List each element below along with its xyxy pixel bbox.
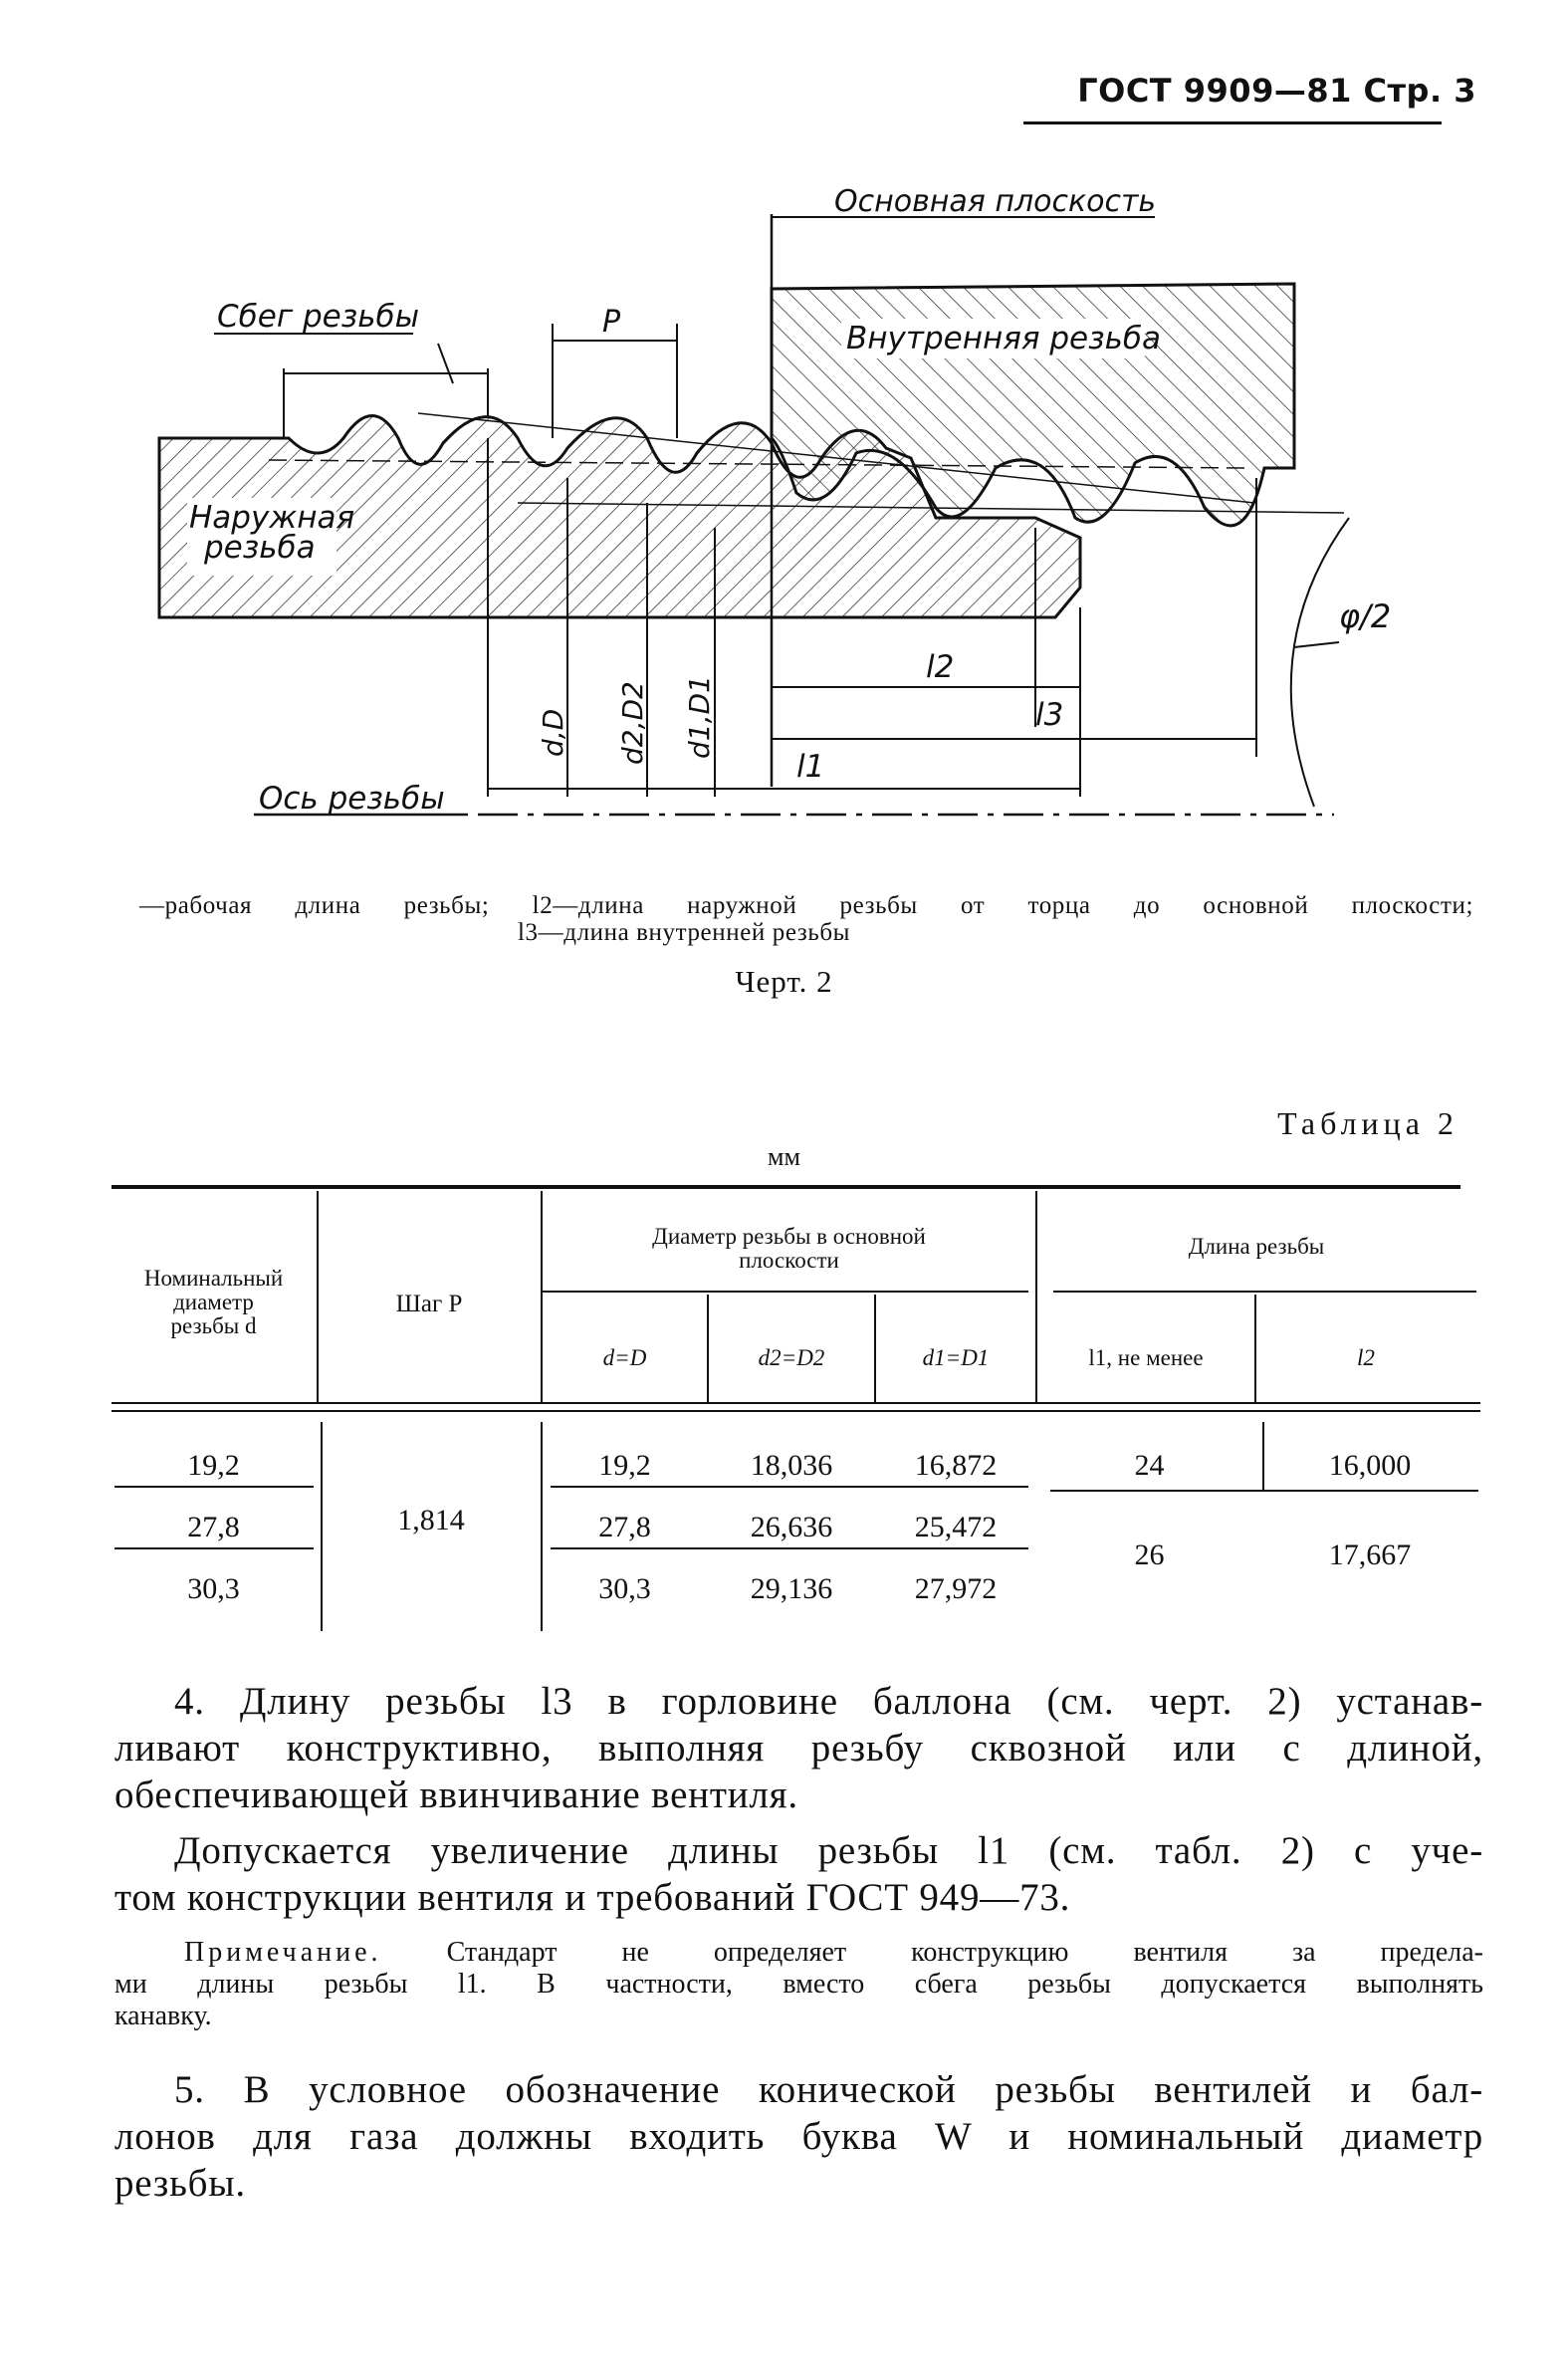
- table-row-rule: [551, 1486, 1028, 1488]
- label-thread-axis: Ось резьбы: [259, 781, 445, 817]
- th-l1: l1, не менее: [1088, 1345, 1204, 1370]
- label-base-plane: Основная плоскость: [834, 184, 1157, 219]
- figure-label: Черт. 2: [735, 964, 833, 999]
- table-row-rule: [1050, 1490, 1478, 1492]
- cell-pitch: 1,814: [397, 1504, 465, 1536]
- th-l2: l2: [1357, 1345, 1375, 1370]
- paragraph-allowance: Допускается увеличение длины резьбы l1 (см. табл. 2) с уче- том конструкции вентиля и требований ГОСТ 949—73.: [114, 1829, 1483, 1919]
- paragraph-5: 5. В условное обозначение конической резьбы вентилей и бал- лонов для газа должны входить буква W и номинальный диаметр резьбы.: [114, 2068, 1483, 2205]
- table-top-rule: [112, 1185, 1460, 1189]
- table-vrule: [1035, 1191, 1037, 1402]
- cell-d2: 18,036: [750, 1449, 833, 1482]
- cell-d2: 29,136: [750, 1572, 833, 1605]
- th-d-D: d=D: [602, 1345, 647, 1370]
- table-row-rule: [551, 1547, 1028, 1549]
- thread-drawing: [0, 0, 1568, 876]
- label-runout: Сбег резьбы: [217, 299, 420, 335]
- th-len-group: Длина резьбы: [1188, 1234, 1325, 1259]
- th-d2-D2: d2=D2: [758, 1345, 825, 1370]
- label-l3: l3: [1035, 697, 1064, 733]
- label-internal-thread: Внутренняя резьба: [846, 321, 1161, 356]
- cell-nominal: 19,2: [187, 1449, 240, 1482]
- table-row-rule: [114, 1547, 314, 1549]
- cell-d2: 26,636: [750, 1511, 833, 1543]
- cell-d1: 27,972: [914, 1572, 998, 1605]
- th-pitch: Шаг P: [395, 1291, 463, 1317]
- table-units: мм: [768, 1142, 800, 1171]
- label-l2: l2: [926, 649, 955, 685]
- figure-caption: [139, 892, 1473, 946]
- label-l1: l1: [796, 749, 825, 785]
- note: Примечание. Стандарт не определяет конструкцию вентиля за предела- ми длины резьбы l1. В частности, вместо сбега резьбы допускается выполнять канавку.: [114, 1937, 1484, 2031]
- page-header: ГОСТ 9909—81 Стр. 3: [1077, 72, 1476, 110]
- table-group-rule-len: [1053, 1291, 1476, 1293]
- cell-nominal: 27,8: [187, 1511, 240, 1543]
- label-d-D: d,D: [537, 708, 569, 757]
- caption-line-2: l3—длина внутренней резьбы: [518, 919, 851, 946]
- cell-l1: 24: [1134, 1449, 1165, 1482]
- cell-l2: 17,667: [1328, 1538, 1412, 1571]
- th-diam-group: Диаметр резьбы в основной плоскости: [652, 1224, 926, 1273]
- table-header-rule-2: [112, 1410, 1480, 1412]
- table-vrule: [541, 1191, 543, 1402]
- table-group-rule-diam: [541, 1291, 1028, 1293]
- cell-d: 19,2: [598, 1449, 651, 1482]
- th-d1-D1: d1=D1: [922, 1345, 990, 1370]
- label-d1-D1: d1,D1: [683, 675, 716, 759]
- label-d2-D2: d2,D2: [616, 681, 649, 765]
- label-external-thread-2: резьба: [204, 530, 316, 566]
- cell-d: 27,8: [598, 1511, 651, 1543]
- table-row-rule: [114, 1486, 314, 1488]
- cell-d1: 16,872: [914, 1449, 998, 1482]
- table-title: Таблица 2: [1277, 1105, 1458, 1141]
- cell-d: 30,3: [598, 1572, 651, 1605]
- label-pitch: P: [602, 305, 621, 340]
- cell-nominal: 30,3: [187, 1572, 240, 1605]
- table-header-rule-1: [112, 1402, 1480, 1404]
- cell-l1: 26: [1134, 1538, 1165, 1571]
- caption-line-1: —рабочая длина резьбы; l2—длина наружной резьбы от торца до основной плоскости;: [139, 892, 1473, 919]
- th-nominal: Номинальный диаметр резьбы d: [143, 1266, 284, 1338]
- label-external-thread-1: Наружная: [189, 500, 355, 536]
- note-label: Примечание.: [184, 1937, 382, 1968]
- label-angle: φ/2: [1339, 597, 1392, 635]
- cell-l2: 16,000: [1328, 1449, 1412, 1482]
- paragraph-4: 4. Длину резьбы l3 в горловине баллона (см. черт. 2) устанав- ливают конструктивно, выполняя резьбу сквозной или с длиной, обеспечивающей ввинчивание вентиля.: [114, 1680, 1483, 1816]
- cell-d1: 25,472: [914, 1511, 998, 1543]
